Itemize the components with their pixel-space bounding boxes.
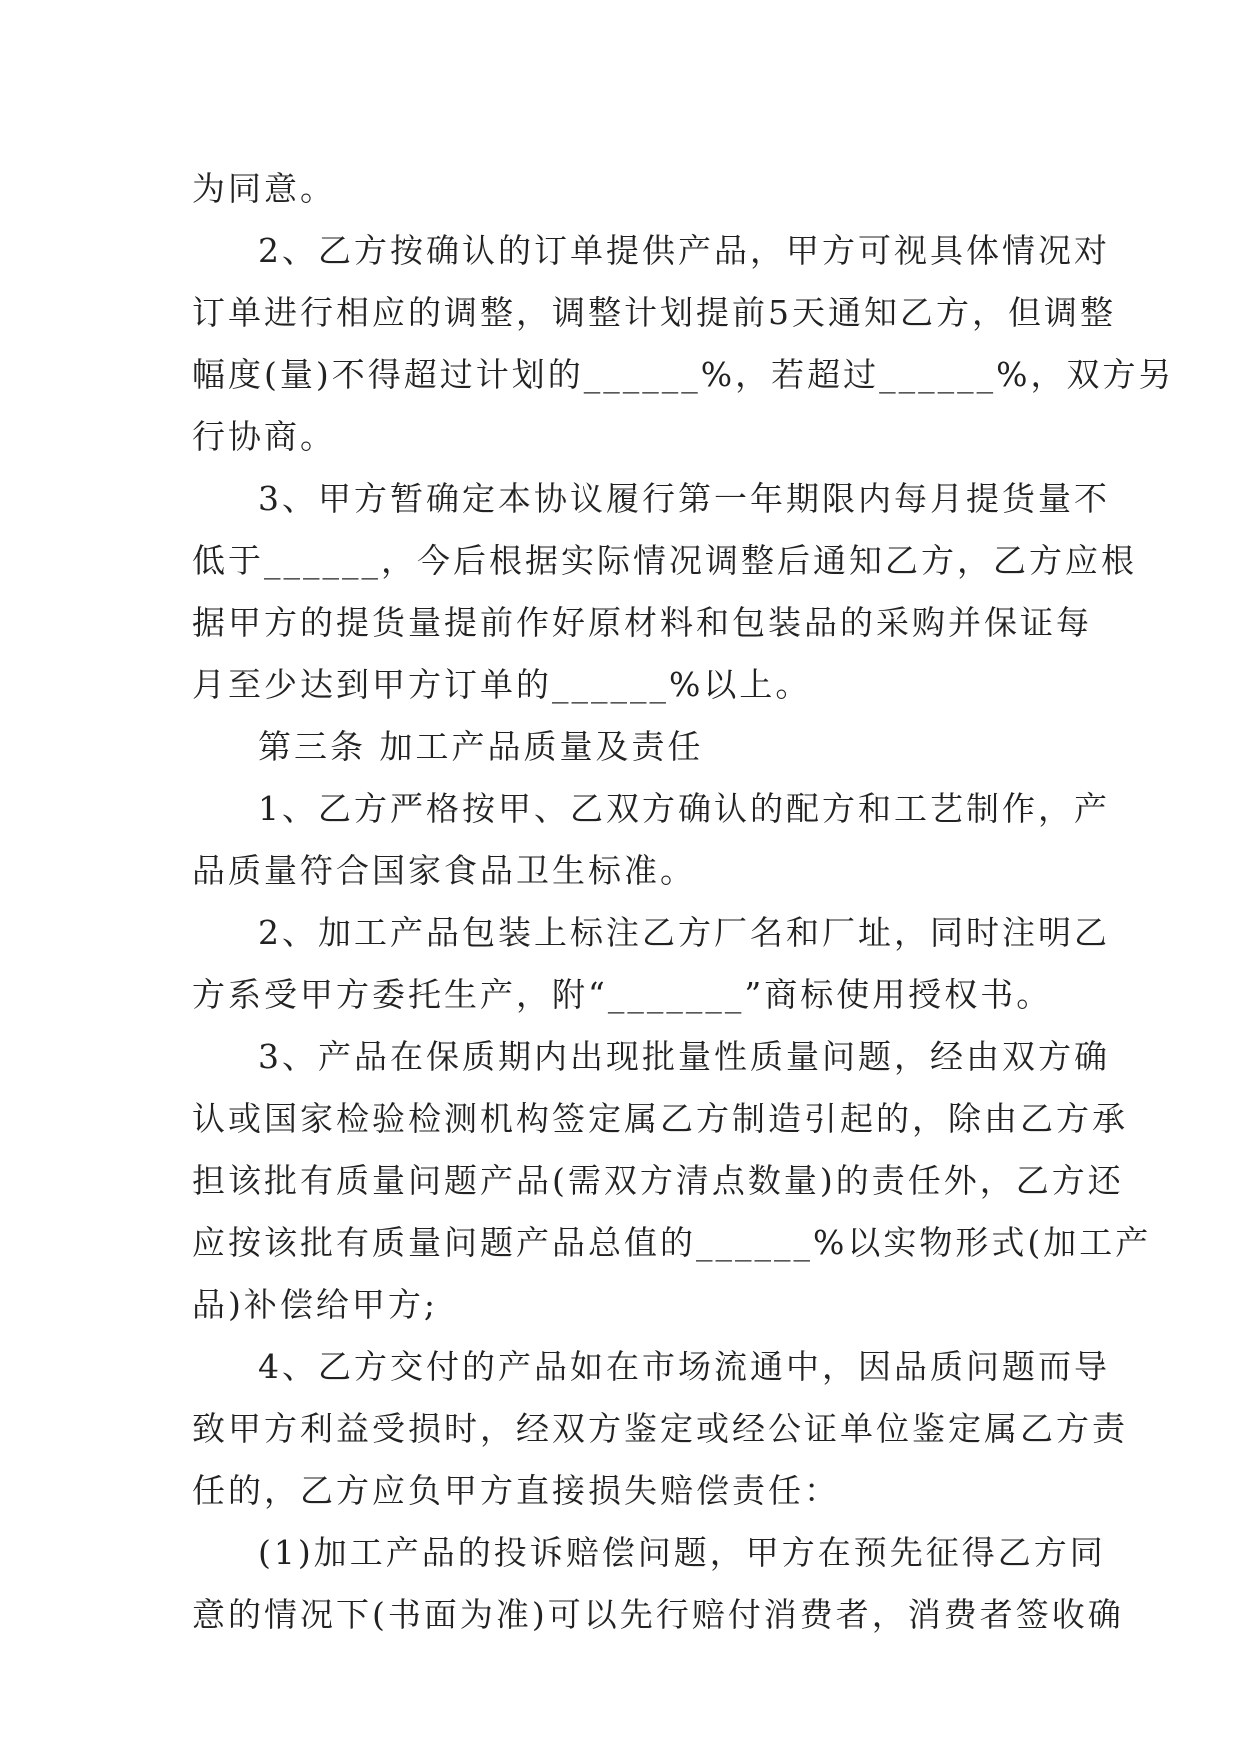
text-line: 致甲方利益受损时，经双方鉴定或经公证单位鉴定属乙方责	[192, 1409, 1128, 1448]
text-line: 应按该批有质量问题产品总值的______%以实物形式(加工产	[192, 1223, 1152, 1262]
text-line: 任的，乙方应负甲方直接损失赔偿责任：	[192, 1471, 840, 1510]
text-line: 低于______，今后根据实际情况调整后通知乙方，乙方应根	[192, 541, 1137, 580]
text-line: 1、乙方严格按甲、乙双方确认的配方和工艺制作，产	[258, 789, 1110, 828]
text-line: 品质量符合国家食品卫生标准。	[192, 851, 696, 890]
text-line: 幅度(量)不得超过计划的______%，若超过______%，双方另	[192, 355, 1175, 394]
text-line: 方系受甲方委托生产，附“_______”商标使用授权书。	[192, 975, 1053, 1014]
text-line: 订单进行相应的调整，调整计划提前5天通知乙方，但调整	[192, 293, 1116, 332]
text-line: 4、乙方交付的产品如在市场流通中，因品质问题而导	[258, 1347, 1110, 1386]
text-line: 认或国家检验检测机构签定属乙方制造引起的，除由乙方承	[192, 1099, 1128, 1138]
text-line: 为同意。	[192, 169, 336, 208]
text-line: 2、乙方按确认的订单提供产品，甲方可视具体情况对	[258, 231, 1110, 270]
text-line: (1)加工产品的投诉赔偿问题，甲方在预先征得乙方同	[258, 1533, 1106, 1572]
text-line: 品)补偿给甲方;	[192, 1285, 438, 1324]
text-line: 2、加工产品包装上标注乙方厂名和厂址，同时注明乙	[258, 913, 1110, 952]
document-page	[192, 158, 1175, 1646]
text-line: 月至少达到甲方订单的______%以上。	[192, 665, 812, 704]
text-line: 担该批有质量问题产品(需双方清点数量)的责任外，乙方还	[192, 1161, 1124, 1200]
section-heading: 第三条 加工产品质量及责任	[258, 727, 704, 766]
text-line: 3、甲方暂确定本协议履行第一年期限内每月提货量不	[258, 479, 1110, 518]
text-line: 3、产品在保质期内出现批量性质量问题，经由双方确	[258, 1037, 1110, 1076]
text-line: 行协商。	[192, 417, 336, 456]
text-line: 意的情况下(书面为准)可以先行赔付消费者，消费者签收确	[192, 1595, 1124, 1634]
text-line: 据甲方的提货量提前作好原材料和包装品的采购并保证每	[192, 603, 1092, 642]
